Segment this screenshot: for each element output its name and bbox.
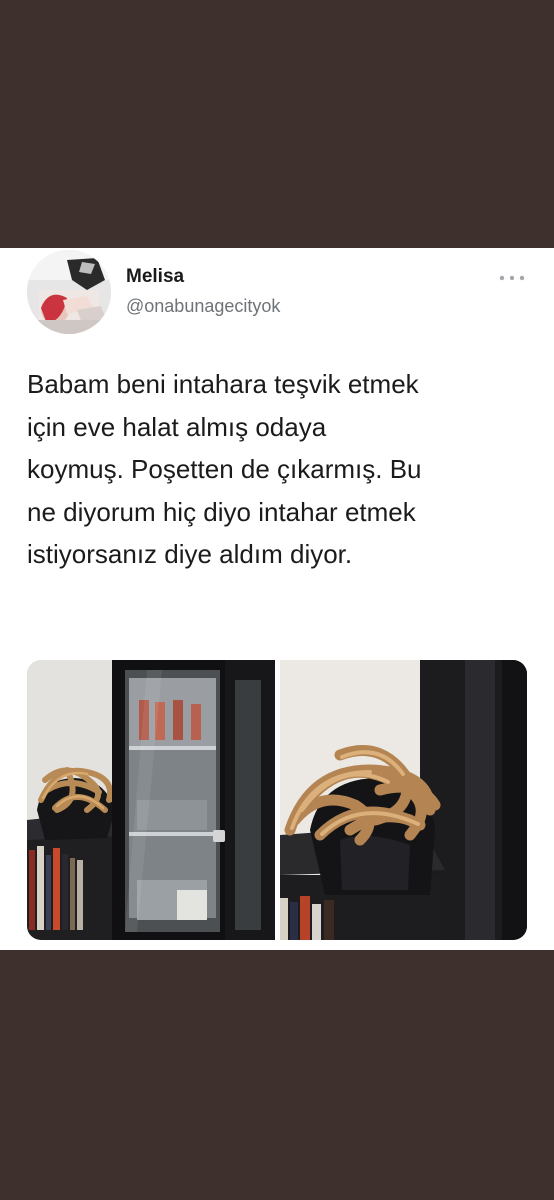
tweet-photo-left[interactable] <box>27 660 275 940</box>
more-options-icon[interactable] <box>498 270 526 280</box>
tweet-text <box>27 363 532 576</box>
tweet-text-line: Babam beni intahara teşvik etmek <box>27 369 419 399</box>
tweet-card <box>0 248 554 950</box>
tweet-text-line: koymuş. Poşetten de çıkarmış. Bu <box>27 454 422 484</box>
author-name[interactable]: Melisa <box>126 266 185 287</box>
author-handle[interactable]: @onabunagecityok <box>126 296 281 316</box>
tweet-photo-right[interactable] <box>280 660 527 940</box>
tweet-text-line: ne diyorum hiç diyo intahar etmek <box>27 496 416 527</box>
tweet-text-line: için eve halat almış odaya <box>27 411 327 442</box>
tweet-text-line: istiyorsanız diye aldım diyor. <box>27 539 353 569</box>
avatar[interactable] <box>27 250 111 334</box>
